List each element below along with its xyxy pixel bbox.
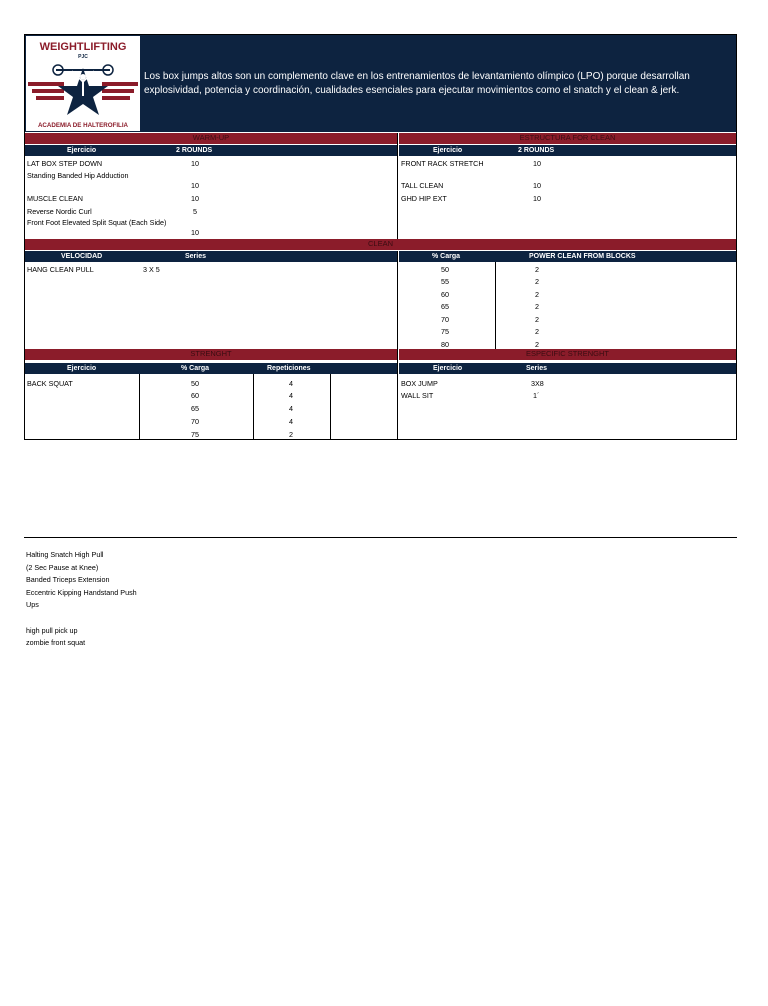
clean-title: CLEAN: [25, 239, 736, 250]
specific-header-row: [399, 363, 736, 374]
clean-reps: 2: [535, 302, 539, 311]
clean-carga: 75: [441, 327, 449, 336]
strength-carga: 50: [191, 379, 199, 388]
note-item: (2 Sec Pause at Knee): [26, 562, 99, 572]
strength-header-row: [25, 363, 397, 374]
divider: [139, 374, 140, 440]
note-item: Ups: [26, 600, 39, 610]
warmup-value: 10: [191, 181, 199, 190]
divider: [330, 374, 331, 440]
warmup-name: LAT BOX STEP DOWN: [27, 159, 103, 168]
note-item: zombie front squat: [26, 638, 86, 648]
strength-title: STRENGHT: [25, 349, 397, 360]
strength-reps: 4: [289, 391, 293, 400]
estructura-value: 10: [533, 194, 541, 203]
specific-value: 1´: [533, 391, 540, 400]
clean-carga: 50: [441, 265, 449, 274]
clean-reps: 2: [535, 290, 539, 299]
estructura-header-row: [399, 145, 736, 156]
clean-reps: 2: [535, 265, 539, 274]
strength-reps: 4: [289, 379, 293, 388]
divider: [397, 133, 398, 239]
warmup-name: Reverse Nordic Curl: [27, 207, 92, 216]
clean-right-header: [399, 251, 736, 262]
logo-bottom-text: ACADEMIA DE HALTEROFILIA: [37, 122, 129, 129]
clean-col-velocidad: VELOCIDAD: [61, 253, 103, 260]
note-item: high pull pick up: [26, 625, 78, 635]
estructura-col-ejercicio: Ejercicio: [433, 147, 463, 154]
strength-carga: 75: [191, 430, 199, 439]
specific-name: WALL SIT: [401, 391, 434, 400]
workout-sheet: [24, 34, 737, 440]
estructura-value: 10: [533, 159, 541, 168]
clean-col-power: POWER CLEAN FROM BLOCKS: [529, 253, 636, 260]
clean-carga: 80: [441, 340, 449, 349]
estructura-name: TALL CLEAN: [401, 181, 444, 190]
strength-exercise: BACK SQUAT: [27, 379, 73, 388]
clean-carga: 70: [441, 315, 449, 324]
divider: [397, 251, 398, 349]
strength-carga: 65: [191, 404, 199, 413]
estructura-value: 10: [533, 181, 541, 190]
divider: [253, 374, 254, 440]
warmup-name: MUSCLE CLEAN: [27, 194, 83, 203]
specific-value: 3X8: [531, 379, 544, 388]
warmup-name: Standing Banded Hip Adduction: [27, 171, 129, 180]
specific-title: ESPECIFIC STRENGHT: [399, 349, 736, 360]
clean-carga: 60: [441, 290, 449, 299]
warmup-value: 10: [191, 228, 199, 237]
warmup-value: 10: [191, 159, 199, 168]
logo-sub-text: PJC: [78, 54, 88, 60]
clean-left-header: [25, 251, 397, 262]
clean-col-series: Series: [185, 253, 207, 260]
warmup-col-ejercicio: Ejercicio: [67, 147, 97, 154]
notes-list: [26, 549, 137, 650]
estructura-name: GHD HIP EXT: [401, 194, 447, 203]
strength-col-carga: % Carga: [181, 365, 210, 372]
strength-reps: 4: [289, 417, 293, 426]
intro-text: Los box jumps altos son un complemento clave en los entrenamientos de levantamiento olímpico (LPO) porque desarrollan explosividad, potencia y coordinación, cualidades esenciales para ejecutar movimientos como el snatch y el clean & jerk.: [144, 71, 690, 96]
warmup-value: 10: [191, 194, 199, 203]
warmup-title: WARM-UP: [25, 133, 397, 144]
divider: [397, 349, 398, 440]
estructura-name: FRONT RACK STRETCH: [401, 159, 484, 168]
strength-col-ejercicio: Ejercicio: [67, 365, 97, 372]
clean-col-carga: % Carga: [432, 253, 461, 260]
specific-col-series: Series: [526, 365, 548, 372]
specific-col-ejercicio: Ejercicio: [433, 365, 463, 372]
clean-reps: 2: [535, 340, 539, 349]
header-banner: [25, 35, 736, 132]
clean-series: 3 X 5: [143, 265, 160, 274]
strength-carga: 70: [191, 417, 199, 426]
note-item: Banded Triceps Extension: [26, 575, 110, 585]
academy-logo: [26, 36, 140, 131]
note-item: Halting Snatch High Pull: [26, 550, 104, 559]
strength-col-reps: Repeticiones: [267, 365, 311, 372]
strength-reps: 4: [289, 404, 293, 413]
estructura-col-rounds: 2 ROUNDS: [518, 147, 555, 154]
estructura-title: ESTRUCTURA FOR CLEAN: [399, 133, 736, 144]
section-divider: [24, 537, 737, 538]
warmup-value: 5: [193, 207, 197, 216]
strength-carga: 60: [191, 391, 199, 400]
specific-name: BOX JUMP: [401, 379, 438, 388]
clean-reps: 2: [535, 327, 539, 336]
divider: [495, 262, 496, 349]
strength-reps: 2: [289, 430, 293, 439]
clean-exercise: HANG CLEAN PULL: [27, 265, 94, 274]
warmup-name: Front Foot Elevated Split Squat (Each Side): [27, 218, 167, 227]
warmup-col-rounds: 2 ROUNDS: [176, 147, 213, 154]
clean-reps: 2: [535, 315, 539, 324]
clean-carga: 55: [441, 277, 449, 286]
clean-carga: 65: [441, 302, 449, 311]
note-item: Eccentric Kipping Handstand Push: [26, 587, 137, 597]
clean-reps: 2: [535, 277, 539, 286]
note-item: [26, 612, 137, 625]
logo-graphic: [26, 36, 140, 131]
logo-top-text: WEIGHTLIFTING: [39, 41, 127, 53]
warmup-header-row: [25, 145, 397, 156]
